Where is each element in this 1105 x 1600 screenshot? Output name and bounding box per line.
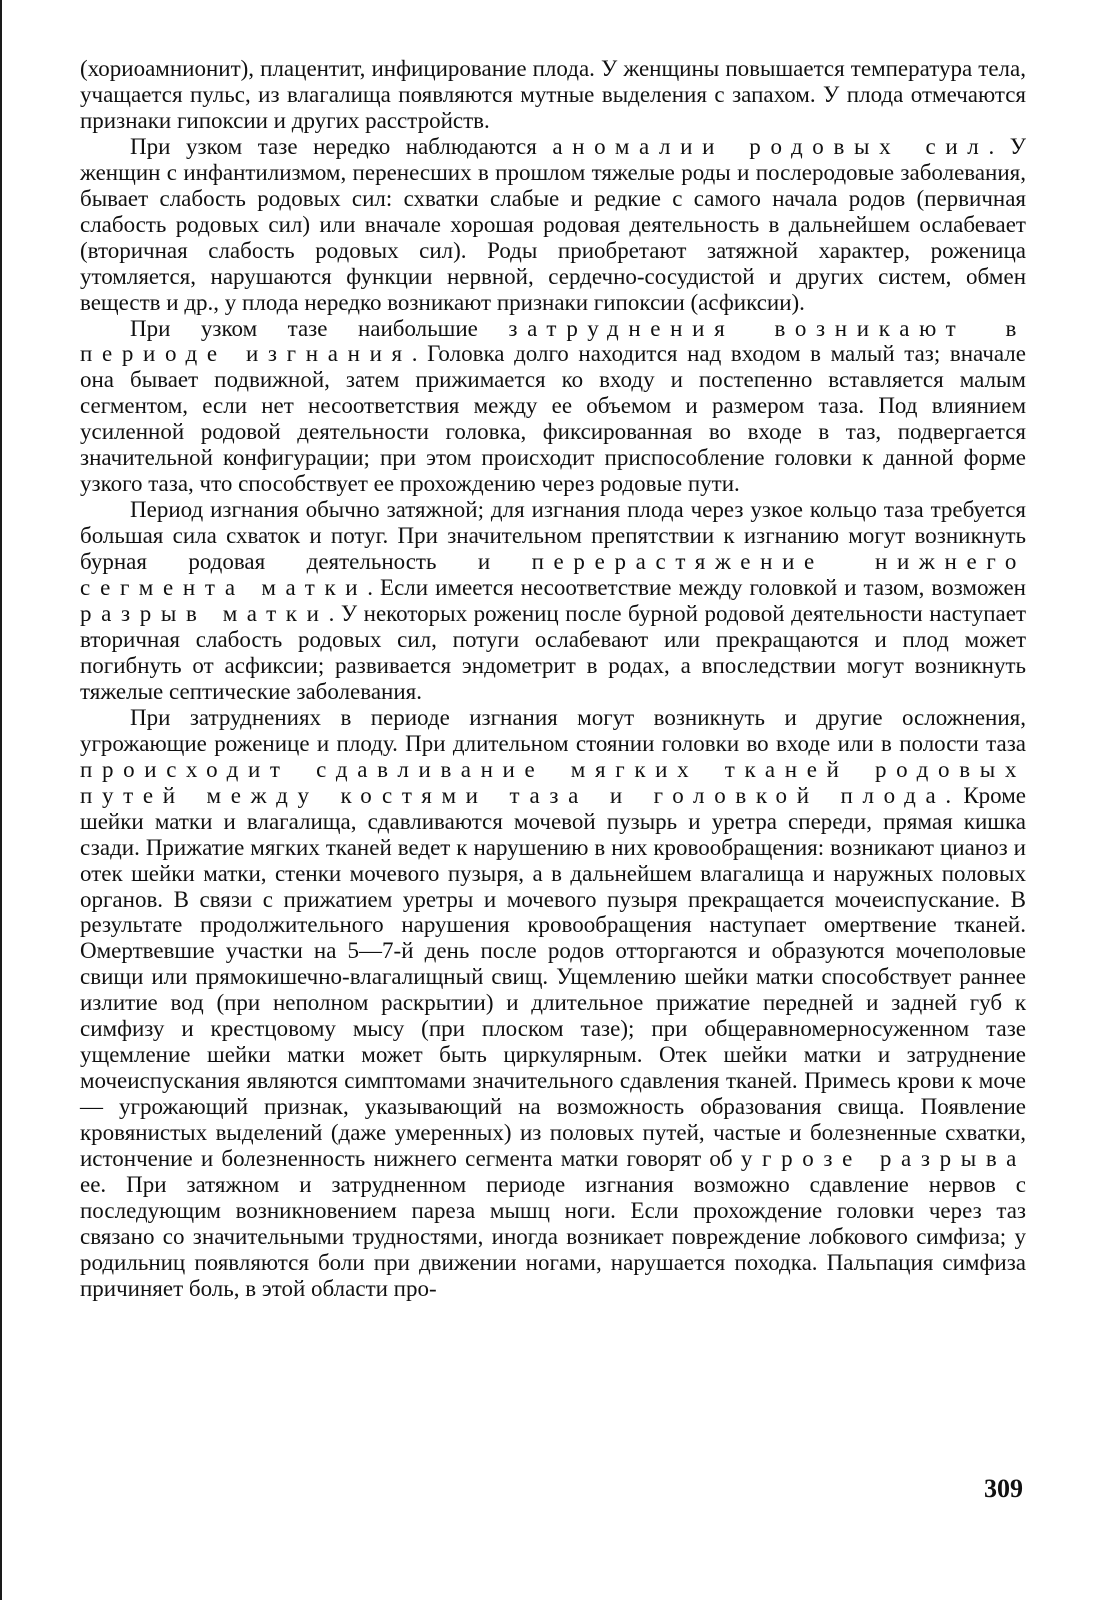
- paragraph-4: [80, 497, 1026, 705]
- paragraph-3: [80, 316, 1026, 498]
- text-run: (хориоамнионит), плацентит, инфицирование плода. У женщины повышается температура тела, учащается пульс, из влагалища появляются мутные выделения с запахом. У плода отмечаются признаки гипоксии и других расстройств.: [80, 56, 1026, 133]
- spaced-emphasis-text: угрозе разрыва: [740, 1146, 1026, 1172]
- spaced-emphasis-text: перерастяжение нижнего сегмента матки: [80, 549, 1026, 601]
- spaced-emphasis-text: аномалии родовых сил: [552, 133, 989, 159]
- paragraph-2: [80, 134, 1026, 316]
- text-run: При затруднениях в периоде изгнания могут возникнуть и другие осложнения, угрожающие роженице и плоду. При длительном стоянии головки во входе или в полости таза: [80, 704, 1026, 756]
- spaced-emphasis-text: затруднения возникают в периоде изгнания: [80, 315, 1026, 367]
- paragraph-1: [80, 56, 1026, 134]
- spaced-emphasis-text: разрыв матки: [80, 601, 329, 627]
- text-run: При узком тазе нередко наблюдаются: [130, 133, 553, 159]
- text-run: Период изгнания обычно затяжной; для изгнания плода через узкое кольцо таза требуется большая сила схваток и потуг. При значительном препятствии к изгнанию могут возникнуть бурная родовая деятельность и: [80, 497, 1026, 575]
- text-run: . Головка долго находится над входом в малый таз; вначале она бывает подвижной, затем прижимается ко входу и постепенно вставляется малым сегментом, если нет несоответствия между ее объемом и размером таза. Под влиянием усиленной родовой деятельности головка, фиксированная во входе в таз, подвергается значительной конфигурации; при этом происходит приспособление головки к данной форме узкого таза, что способствует ее прохождению через родовые пути.: [80, 341, 1026, 497]
- text-run: . Если имеется несоответствие между головкой и тазом, возможен: [367, 575, 1026, 601]
- spaced-emphasis-text: происходит сдавливание мягких тканей родовых путей между костями таза и головкой плода: [80, 756, 1026, 808]
- paragraph-5: [80, 705, 1026, 1302]
- text-run: . У женщин с инфантилизмом, перенесших в прошлом тяжелые роды и послеродовые заболевания, бывает слабость родовых сил: схватки слабые и редкие с самого начала родов (первичная слабость родовых сил) или вначале хорошая родовая деятельность в дальнейшем ослабевает (вторичная слабость родовых сил). Роды приобретают затяжной характер, роженица утомляется, нарушаются функции нервной, сердечно-сосудистой и других систем, обмен веществ и др., у плода нередко возникают признаки гипоксии (асфиксии).: [80, 133, 1027, 315]
- text-run: . Кроме шейки матки и влагалища, сдавливаются мочевой пузырь и уретра спереди, прямая кишка сзади. Прижатие мягких тканей ведет к нарушению в них кровообращения: возникают цианоз и отек шейки матки, стенки мочевого пузыря, а в дальнейшем влагалища и наружных половых органов. В связи с прижатием уретры и мочевого пузыря прекращается мочеиспускание. В результате продолжительного нарушения кровообращения наступает омертвение тканей. Омертвевшие участки на 5—7-й день после родов отторгаются и образуются мочеполовые свищи или прямокишечно-влагалищный свищ. Ущемлению шейки матки способствует раннее излитие вод (при неполном раскрытии) и длительное прижатие передней и задней губ к симфизу и крестцовому мысу (при плоском тазе); при общеравномерносуженном тазе ущемление шейки матки может быть циркулярным. Отек шейки матки и затруднение мочеиспускания являются симптомами значительного сдавления тканей. Примесь крови к моче — угрожающий признак, указывающий на возможность образования свища. Появление кровянистых выделений (даже умеренных) из половых путей, частые и болезненные схватки, истончение и болезненность нижнего сегмента матки говорят об: [80, 782, 1026, 1172]
- text-run: ее. При затяжном и затрудненном периоде изгнания возможно сдавление нервов с последующим возникновением пареза мышц ноги. Если прохождение головки через таз связано со значительными трудностями, иногда возникает повреждение лобкового симфиза; у родильниц появляются боли при движении ногами, нарушается походка. Пальпация симфиза причиняет боль, в этой области про-: [80, 1171, 1026, 1301]
- page-number: 309: [984, 1474, 1023, 1503]
- text-run: При узком тазе наибольшие: [130, 315, 509, 341]
- body-text: [80, 56, 1026, 1302]
- text-run: . У некоторых рожениц после бурной родовой деятельности наступает вторичная слабость родовых сил, потуги ослабевают или прекращаются и плод может погибнуть от асфиксии; развивается эндометрит в родах, а впоследствии могут возникнуть тяжелые септические заболевания.: [80, 601, 1026, 704]
